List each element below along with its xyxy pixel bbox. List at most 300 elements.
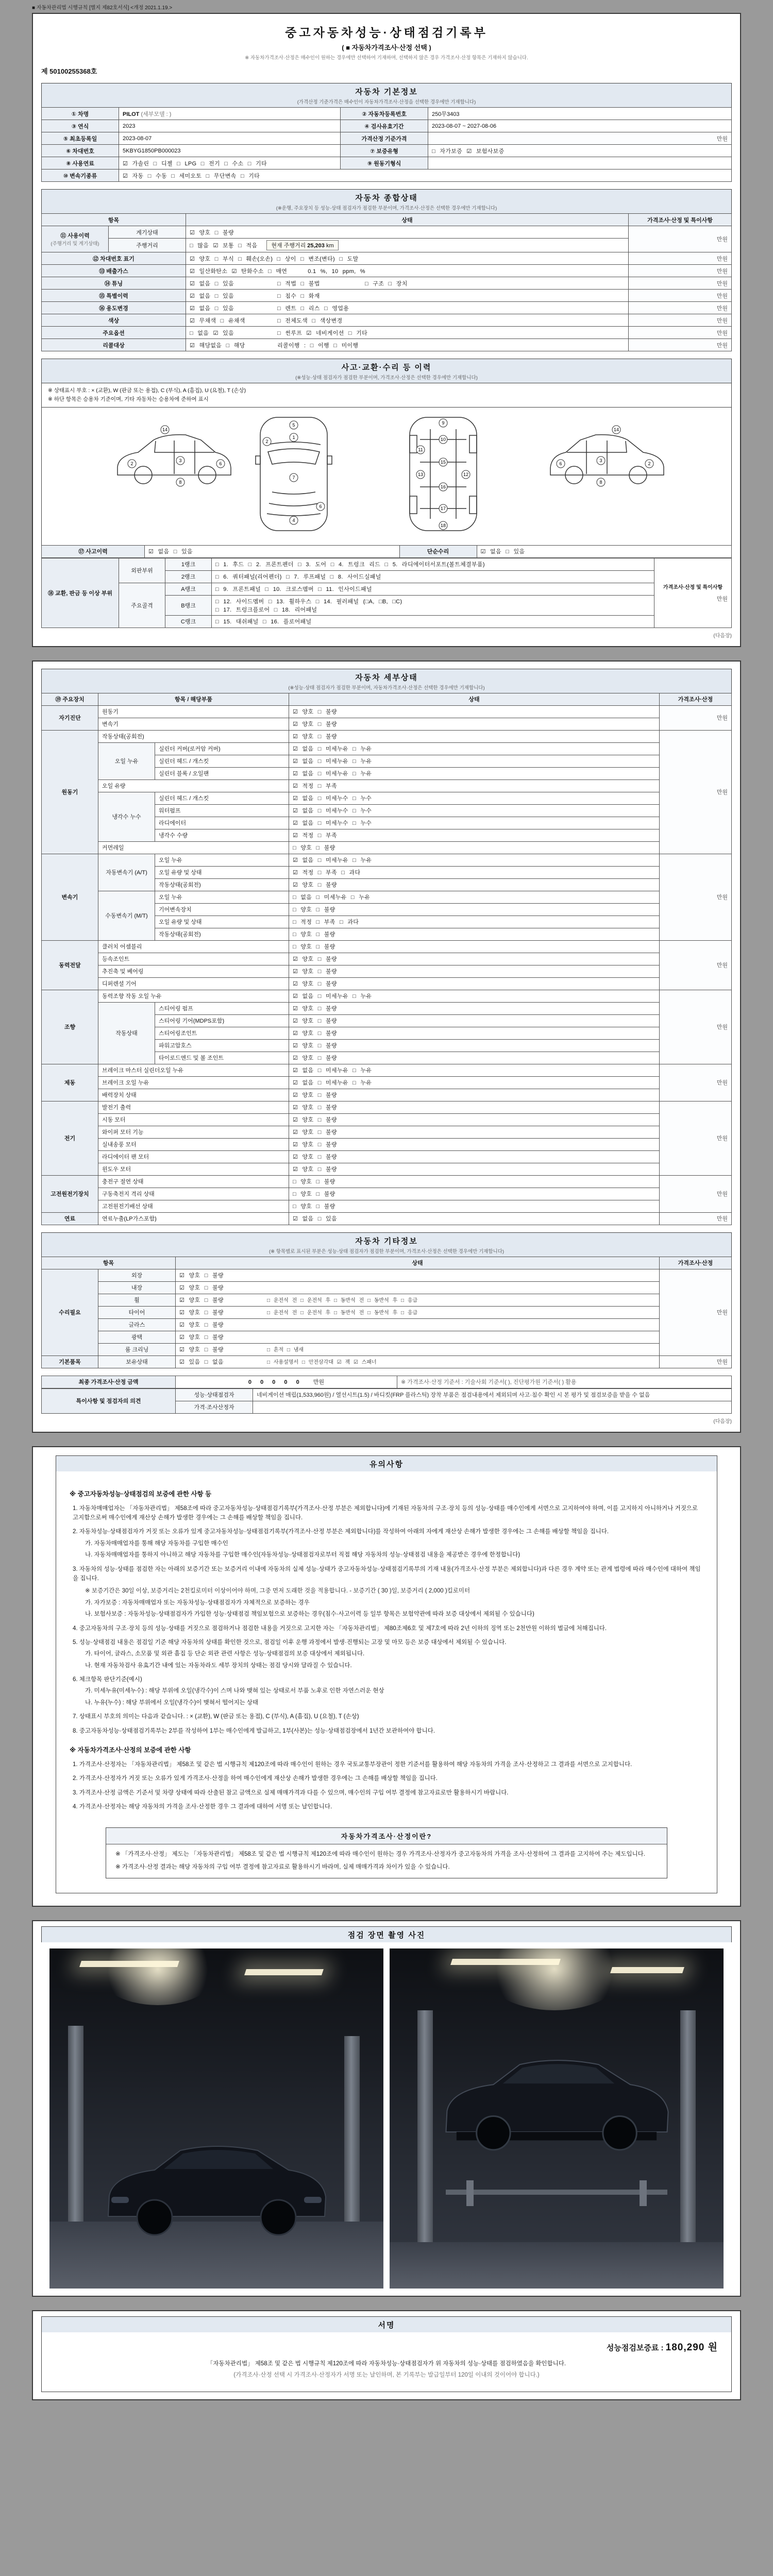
notice-line: 4. 가격조사·산정자는 해당 자동차의 가격을 조사·산정한 경우 그 결과에 대하여 서명 또는 날인합니다. xyxy=(73,1804,332,1810)
section-band-etc xyxy=(41,1232,732,1257)
registration-number-value: 250무3403 xyxy=(428,108,732,120)
vin-mark-checkboxes: ☑ 양호 □ 부식 □ 훼손(오손) □ 상이 □ 변조(변타) □ 도말 xyxy=(186,252,629,265)
price-cell: 만원 xyxy=(660,1355,732,1368)
notice-line: 나. 보험사보증 : 자동차성능·상태점검자가 가입한 성능·상태점검 책임보험으로 보증하는 경우(침수·사고이력 등 일부 항목은 보험약관에 따라 보증 대상에서 제외될 수 있습니다) xyxy=(85,1611,534,1618)
price-cell: 만원 xyxy=(660,1064,732,1101)
state-checkboxes: ☑ 없음 □ 있음 xyxy=(289,1212,660,1225)
mileage-state-cell xyxy=(186,239,629,252)
light-glow xyxy=(96,1948,220,2005)
notice-text xyxy=(70,1489,703,1812)
rank1-checkboxes: □ 1. 후드 □ 2. 프론트펜더 □ 3. 도어 □ 4. 트렁크 리드 □ 5. 라디에이터서포트(볼트체결부품) xyxy=(212,558,654,570)
inspection-fee-value: 180,290 원 xyxy=(665,2342,718,2353)
accident-checkboxes: ☑ 없음 □ 있음 xyxy=(145,545,400,557)
price-cell: 만원 xyxy=(629,327,732,339)
section-title: 자동차 세부상태 xyxy=(355,673,418,682)
item-label: 윈도우 모터 xyxy=(98,1163,289,1175)
special-kind-checkboxes: □ 침수 □ 화재 xyxy=(277,293,320,299)
rankA-checkboxes: □ 9. 프론트패널 □ 10. 크로스멤버 □ 11. 인사이드패널 xyxy=(212,583,654,595)
state-checkboxes: ☑ 양호 □ 불량 xyxy=(289,1113,660,1126)
state-checkboxes: ☑ 양호 □ 불량 xyxy=(289,1002,660,1014)
section-title: 점검 장면 촬영 사진 xyxy=(347,1930,426,1940)
recall-checkboxes: ☑ 해당없음 □ 해당 xyxy=(190,342,245,349)
item-label: 실린더 헤드 / 개스킷 xyxy=(155,755,289,767)
state-checkboxes: □ 양호 □ 불량 xyxy=(289,1188,660,1200)
notice-line: 6. 체크항목 판단기준(예시) xyxy=(73,1676,142,1683)
notice-line: 5. 성능·상태점검 내용은 점검일 기준 해당 자동차의 상태를 확인한 것으로, 점검일 이후 운행 과정에서 발생·진행되는 고장 및 마모 등은 보증 대상에서 제외될 수 있습니다. xyxy=(73,1639,507,1646)
color-change-checkboxes: □ 전체도색 □ 색상변경 xyxy=(277,317,343,324)
field-label: ⑤ 최초등록일 xyxy=(42,132,119,145)
definition-line: ※ 가격조사·산정 결과는 해당 자동차의 구입 여부 결정에 참고자료로 활용하시기 바라며, 실제 매매가격과 차이가 있을 수 있습니다. xyxy=(115,1864,450,1871)
item-label: ⑯ 용도변경 xyxy=(42,302,186,314)
item-label: 타이로드엔드 및 볼 조인트 xyxy=(155,1052,289,1064)
rank-label: 1랭크 xyxy=(165,558,212,570)
sub-label: 오일 누유 xyxy=(98,742,155,779)
model-year-value: 2023 xyxy=(119,120,341,132)
emission-state-cell xyxy=(186,265,629,277)
panel-detail-state xyxy=(32,660,741,1433)
fuel-type-checkboxes: ☑ 가솔린 □ 디젤 □ LPG □ 전기 □ 수소 □ 기타 xyxy=(119,157,341,170)
lift-post xyxy=(417,2010,433,2258)
lift-arms xyxy=(435,2175,678,2211)
section-note: (가격산정 기준가격은 매수인이 자동차가격조사·산정을 선택한 경우에만 기재합니다) xyxy=(297,99,476,105)
title-block xyxy=(41,19,732,62)
opinion-label: 특이사항 및 점검자의 의견 xyxy=(42,1388,176,1413)
car-silhouette-raised xyxy=(435,2052,678,2160)
group-label: 자기진단 xyxy=(42,705,98,730)
accident-legend xyxy=(41,383,732,407)
ceiling-light xyxy=(244,1969,324,1975)
state-checkboxes: ☑ 양호 □ 불량 □ 운전석 전 □ 운전석 후 □ 동반석 전 □ 동반석 후 □ 응급 xyxy=(176,1294,660,1306)
next-page-marker: (다음장) xyxy=(713,633,732,639)
item-label: ⑮ 특별이력 xyxy=(42,290,186,302)
notice-line: 가. 타이어, 글라스, 소모품 및 외관 흠집 등 단순 외관 관련 사항은 성능·상태점검의 보증 대상에서 제외됩니다. xyxy=(85,1651,365,1657)
svg-text:14: 14 xyxy=(613,427,619,432)
svg-text:14: 14 xyxy=(162,427,168,432)
panel-photos xyxy=(32,1920,741,2297)
svg-text:4: 4 xyxy=(292,517,295,523)
mileage-value: 25,203 xyxy=(307,243,325,249)
sub-label: 냉각수 누수 xyxy=(98,792,155,841)
item-label: 작동상태(공회전) xyxy=(155,878,289,891)
svg-text:10: 10 xyxy=(440,436,446,442)
item-label: 배력장치 상태 xyxy=(98,1089,289,1101)
rank-label: A랭크 xyxy=(165,583,212,595)
item-label: 디퍼렌셜 기어 xyxy=(98,977,289,990)
state-checkboxes: ☑ 없음 □ 미세누유 □ 누유 xyxy=(289,1076,660,1089)
basic-info-table xyxy=(41,107,732,182)
sub-label: 주요골격 xyxy=(119,583,165,628)
final-price-note: ※ 가격조사·산정 기준서 : 기술사회 기준서( ), 진단평가원 기준서( ) 활용 xyxy=(397,1376,732,1388)
item-label: 동력조향 작동 오일 누유 xyxy=(98,990,289,1002)
item-label: 오일 누유 xyxy=(155,891,289,903)
group-label: 동력전달 xyxy=(42,940,98,990)
svg-text:3: 3 xyxy=(599,457,602,463)
notice-line: 2. 가격조사·산정자가 거짓 또는 오류가 있게 가격조사·산정을 하여 매수인에게 재산상 손해가 발생한 경우에는 그 손해를 배상할 책임을 집니다. xyxy=(73,1775,438,1782)
document-number: 제 50100255368호 xyxy=(41,67,97,75)
state-checkboxes: ☑ 양호 □ 불량 xyxy=(176,1269,660,1281)
field-label: ③ 연식 xyxy=(42,120,119,132)
state-checkboxes: ☑ 없음 □ 미세누수 □ 누수 xyxy=(289,792,660,804)
state-checkboxes: ☑ 양호 □ 불량 xyxy=(289,977,660,990)
state-checkboxes: ☑ 양호 □ 불량 xyxy=(289,730,660,742)
svg-text:5: 5 xyxy=(292,422,295,428)
opinion-table xyxy=(41,1388,732,1414)
state-checkboxes: ☑ 없음 □ 미세누수 □ 누수 xyxy=(289,817,660,829)
column-header: 가격조사·산정 xyxy=(660,1257,732,1269)
group-label: ⑱ 교환, 판금 등 이상 부위 xyxy=(42,558,119,628)
state-checkboxes: ☑ 양호 □ 불량 xyxy=(289,705,660,718)
item-label: 리콜대상 xyxy=(42,339,186,351)
section-band-detail xyxy=(41,669,732,693)
detail-state-table xyxy=(41,693,732,1225)
mileage-checkboxes: □ 많음 ☑ 보통 □ 적음 xyxy=(190,243,258,249)
inspection-fee-line xyxy=(55,2340,718,2353)
option-checkboxes: □ 없음 ☑ 있음 xyxy=(190,330,234,336)
state-checkboxes: ☑ 적정 □ 부족 xyxy=(289,779,660,792)
base-price-value: 만원 xyxy=(428,132,732,145)
gauge-state-checkboxes: ☑ 양호 □ 불량 xyxy=(186,226,629,239)
state-checkboxes: ☑ 없음 □ 미세누유 □ 누유 xyxy=(289,742,660,755)
item-label: 보유상태 xyxy=(98,1355,176,1368)
field-label: ⑩ 변속기종류 xyxy=(42,170,119,182)
sub-label: 외판부위 xyxy=(119,558,165,583)
column-header: 상태 xyxy=(186,214,629,226)
state-checkboxes: ☑ 적정 □ 부족 xyxy=(289,829,660,841)
svg-text:12: 12 xyxy=(463,471,469,477)
column-header: ⑲ 주요장치 xyxy=(42,693,98,705)
state-checkboxes: ☑ 없음 □ 미세누유 □ 누유 xyxy=(289,990,660,1002)
panel-notice xyxy=(32,1446,741,1907)
state-checkboxes: □ 양호 □ 불량 xyxy=(289,1175,660,1188)
notice-line: 8. 중고자동차성능·상태점검기록부는 2부를 작성하여 1부는 매수인에게 발급하고, 1부(사본)는 성능·상태점검장에서 1년간 보관하여야 합니다. xyxy=(73,1727,435,1734)
state-checkboxes: ☑ 양호 □ 불량 xyxy=(289,1101,660,1113)
inspector-opinion-text: 네비게이션 매립(1,533,960원) / 열선시트(1.5) / 바디킷(FRP 플라스틱) 장착 부품은 점검내용에서 제외되며 사고·침수 확인 시 본 평가 및 점검보증을 받을 수 없음 xyxy=(253,1388,732,1401)
notice-line: 7. 상태표시 부호의 의미는 다음과 같습니다. : × (교환), W (판금 또는 용접), C (부식), A (흠집), U (요철), T (손상) xyxy=(73,1714,359,1720)
price-cell: 만원 xyxy=(660,1269,732,1355)
car-diagram-box xyxy=(41,407,732,545)
section-band-notice xyxy=(56,1455,717,1471)
special-history-cell xyxy=(186,290,629,302)
svg-text:2: 2 xyxy=(265,438,268,444)
item-label: 구동축전지 격리 상태 xyxy=(98,1188,289,1200)
definition-box-body xyxy=(106,1844,667,1878)
group-label: 제동 xyxy=(42,1064,98,1101)
state-checkboxes: ☑ 양호 □ 불량 xyxy=(289,953,660,965)
state-checkboxes: □ 양호 □ 불량 xyxy=(289,903,660,916)
state-checkboxes: □ 적정 □ 부족 □ 과다 xyxy=(289,916,660,928)
price-cell: 만원 xyxy=(660,730,732,854)
lift-post xyxy=(68,2026,83,2242)
state-checkboxes: ☑ 양호 □ 불량 xyxy=(289,878,660,891)
price-survey-select-label: ( ■ 자동차가격조사·산정 선택 ) xyxy=(342,44,431,52)
section-title: 자동차 종합상태 xyxy=(355,194,418,202)
item-label: 스티어링조인트 xyxy=(155,1027,289,1039)
item-label: 클러치 어셈블리 xyxy=(98,940,289,953)
state-checkboxes: ☑ 없음 □ 미세누유 □ 누유 xyxy=(289,767,660,779)
state-checkboxes: ☑ 없음 □ 미세누유 □ 누유 xyxy=(289,755,660,767)
form-title: 중고자동차성능·상태점검기록부 xyxy=(285,26,488,39)
notice-line: 가. 자가보증 : 자동차매매업자 또는 자동차성능·상태점검자가 자체적으로 보증하는 경우 xyxy=(85,1599,310,1606)
price-cell: 만원 xyxy=(629,302,732,314)
state-checkboxes: ☑ 양호 □ 불량 □ 운전석 전 □ 운전석 후 □ 동반석 전 □ 동반석 후 □ 응급 xyxy=(176,1306,660,1318)
svg-text:16: 16 xyxy=(440,484,446,489)
section-note: (※운행, 주요장치 등 성능·상태 점검자가 점검한 부분이며, 가격조사·산정은 선택한 경우에만 기재합니다) xyxy=(276,206,497,211)
section-title: 자동차 기본정보 xyxy=(355,88,418,96)
svg-text:9: 9 xyxy=(442,420,445,426)
legend-note: ※ 하단 항목은 승용차 기준이며, 기타 자동차는 승용차에 준하여 표시 xyxy=(48,396,209,402)
car-name: PILOT xyxy=(123,111,140,117)
color-cell xyxy=(186,314,629,327)
state-checkboxes: □ 양호 □ 불량 xyxy=(289,841,660,854)
svg-text:18: 18 xyxy=(440,522,446,528)
current-mileage-box: 현재 주행거리 25,203 km xyxy=(266,240,338,250)
field-label: ⑥ 차대번호 xyxy=(42,145,119,157)
section-title: 자동차 기타정보 xyxy=(355,1236,418,1246)
item-label: 룸 크리닝 xyxy=(98,1343,176,1355)
state-checkboxes: ☑ 적정 □ 부족 □ 과다 xyxy=(289,866,660,878)
option-kind-checkboxes: □ 썬루프 ☑ 네비게이션 □ 기타 xyxy=(277,330,368,336)
section-note: (※ 항목별로 표시된 부분은 성능·상태 점검자가 점검한 부분이며, 가격조사·산정은 선택한 경우에만 기재합니다) xyxy=(268,1248,505,1255)
transmission-checkboxes: ☑ 자동 □ 수동 □ 세미오토 □ 무단변속 □ 기타 xyxy=(119,170,732,182)
car-silhouette xyxy=(98,2139,335,2242)
notice-line: 1. 가격조사·산정자는 「자동차관리법」 제58조 및 같은 법 시행규칙 제120조에 따라 매수인이 원하는 경우 국토교통부장관이 정한 기준서를 활용하여 해당 자동차의 가격을 조사·산정하고 그 결과를 서면으로 고지합니다. xyxy=(73,1761,632,1768)
state-checkboxes: ☑ 양호 □ 불량 xyxy=(289,1138,660,1150)
item-label: 작동상태(공회전) xyxy=(155,928,289,940)
accident-history-table xyxy=(41,545,732,558)
notice-line: 나. 자동차매매업자를 통하지 아니하고 해당 자동차를 구입한 매수인(자동차성능·상태점검자로부터 직접 해당 자동차의 성능·상태점검 내용을 제공받은 경우에 한정합니다) xyxy=(85,1552,520,1558)
state-checkboxes: ☑ 양호 □ 불량 xyxy=(176,1331,660,1343)
section-band-basic xyxy=(41,83,732,107)
state-checkboxes: ☑ 없음 □ 미세누유 □ 누유 xyxy=(289,1064,660,1076)
item-label: ⑭ 튜닝 xyxy=(42,277,186,290)
next-page-marker: (다음장) xyxy=(713,1418,732,1425)
notice-line: 나. 누유(누수) : 해당 부위에서 오일(냉각수)이 맺혀서 떨어지는 상태 xyxy=(85,1699,259,1706)
signature-note: (가격조사·산정 선택 시 가격조사·산정자가 서명 또는 날인하며, 본 기록부는 발급일부터 120일 이내의 것이어야 합니다.) xyxy=(233,2371,540,2378)
state-checkboxes: ☑ 양호 □ 불량 xyxy=(289,1089,660,1101)
item-label: 주행거리 xyxy=(109,239,186,252)
special-checkboxes: ☑ 없음 □ 있음 xyxy=(190,293,234,299)
svg-text:3: 3 xyxy=(179,457,182,463)
state-checkboxes: ☑ 양호 □ 불량 xyxy=(289,1039,660,1052)
svg-text:8: 8 xyxy=(179,479,182,485)
state-checkboxes: ☑ 양호 □ 불량 xyxy=(289,1027,660,1039)
final-price-value-cell: 0 0 0 0 0 만원 xyxy=(176,1376,397,1388)
rank-label: C랭크 xyxy=(165,615,212,628)
state-checkboxes: ☑ 양호 □ 불량 xyxy=(176,1318,660,1331)
car-name-value xyxy=(119,108,341,120)
final-price-label: 최종 가격조사·산정 금액 xyxy=(42,1376,176,1388)
option-cell xyxy=(186,327,629,339)
signature-statement: 「자동차관리법」 제58조 및 같은 법 시행규칙 제120조에 따라 자동차성능·상태점검자가 위 자동차의 성능·상태를 점검하였음을 확인합니다. xyxy=(207,2360,566,2367)
appraiser-label: 가격·조사산정자 xyxy=(176,1401,253,1413)
final-price-table xyxy=(41,1376,732,1388)
field-label: ② 자동차등록번호 xyxy=(341,108,428,120)
group-label: 변속기 xyxy=(42,854,98,940)
state-checkboxes: ☑ 없음 □ 미세누유 □ 누유 xyxy=(289,854,660,866)
tuning-state-cell xyxy=(186,277,629,290)
svg-text:17: 17 xyxy=(440,505,446,511)
notice-line: 3. 자동차의 성능·상태를 점검한 자는 아래의 보증기간 또는 보증거리 이내에 자동차의 실제 성능·상태가 중고자동차성능·상태점검기록부의 기재 내용(가격조사·산정 부분은 제외합니다)과 다른 경우 계약 또는 관계 법령에 따라 매수인에 대하여 책임을 집니다. xyxy=(73,1566,701,1582)
item-label: ⑫ 차대번호 표기 xyxy=(42,252,186,265)
sub-label: 작동상태 xyxy=(98,1002,155,1064)
field-label: ⑦ 보증유형 xyxy=(341,145,428,157)
item-label: 발전기 출력 xyxy=(98,1101,289,1113)
section-band-photos xyxy=(41,1926,732,1942)
lift-post xyxy=(680,2010,696,2258)
field-label: ⑨ 원동기형식 xyxy=(341,157,428,170)
car-submodel: (세부모델 : ) xyxy=(141,111,172,117)
svg-text:15: 15 xyxy=(440,459,446,465)
svg-text:2: 2 xyxy=(130,461,133,466)
sub-label: 자동변속기 (A/T) xyxy=(98,854,155,891)
section-title: 유의사항 xyxy=(369,1460,404,1469)
car-diagram xyxy=(103,411,670,539)
state-checkboxes: ☑ 양호 □ 불량 xyxy=(289,1150,660,1163)
item-label: 냉각수 수량 xyxy=(155,829,289,841)
item-label: 오일 유량 및 상태 xyxy=(155,866,289,878)
price-cell: 만원 xyxy=(629,252,732,265)
item-label: 충전구 절연 상태 xyxy=(98,1175,289,1188)
item-label: 브레이크 오일 누유 xyxy=(98,1076,289,1089)
usechange-checkboxes: ☑ 없음 □ 있음 xyxy=(190,305,234,312)
section-title: 서명 xyxy=(378,2320,395,2330)
notice-line: 가. 미세누유(미세누수) : 해당 부위에 오일(냉각수)이 스며 나와 맺혀 있는 상태로서 부품 노후로 인한 자연스러운 현상 xyxy=(85,1688,384,1694)
item-label: 글라스 xyxy=(98,1318,176,1331)
item-label: 오일 유량 및 상태 xyxy=(155,916,289,928)
section-title: 사고·교환·수리 등 이력 xyxy=(341,363,432,372)
column-header: 상태 xyxy=(176,1257,660,1269)
section-band-signature xyxy=(41,2316,732,2332)
state-checkboxes: ☑ 양호 □ 불량 xyxy=(176,1281,660,1294)
item-label: 원동기 xyxy=(98,705,289,718)
price-cell: 만원 xyxy=(629,265,732,277)
column-header: 항목 / 해당부품 xyxy=(98,693,289,705)
price-cell: 만원 xyxy=(629,314,732,327)
emission-values: 0.1 %, 10 ppm, % xyxy=(308,268,365,275)
section-band-overall xyxy=(41,189,732,213)
item-label: 스티어링 기어(MDPS포함) xyxy=(155,1014,289,1027)
inspection-photo-2 xyxy=(390,1948,724,2289)
item-label: ⑰ 사고이력 xyxy=(42,545,145,557)
lift-post xyxy=(344,2036,360,2242)
state-checkboxes: ☑ 양호 □ 불량 xyxy=(289,1052,660,1064)
item-label: ⑬ 배출가스 xyxy=(42,265,186,277)
group-label: 고전원전기장치 xyxy=(42,1175,98,1212)
final-price-value: 0 0 0 0 0 xyxy=(248,1379,303,1386)
item-label: 광택 xyxy=(98,1331,176,1343)
fee-label: 성능점검보증료 : xyxy=(606,2343,664,2352)
field-label: ④ 검사유효기간 xyxy=(341,120,428,132)
item-label: 실린더 커버(로커암 커버) xyxy=(155,742,289,755)
rank-label: 2랭크 xyxy=(165,570,212,583)
engine-type-value xyxy=(428,157,732,170)
price-cell: 만원 xyxy=(629,277,732,290)
item-label: 내장 xyxy=(98,1281,176,1294)
svg-text:6: 6 xyxy=(219,461,222,466)
item-label: 휠 xyxy=(98,1294,176,1306)
price-cell: 가격조사·산정 및 특이사항 만원 xyxy=(654,558,732,628)
section-note: (※성능·상태 점검자가 점검한 부분이며, 가격조사·산정은 선택한 경우에만 기재합니다) xyxy=(295,375,478,381)
item-label: 기어변속장치 xyxy=(155,903,289,916)
item-label: 연료누출(LP가스포함) xyxy=(98,1212,289,1225)
state-checkboxes: □ 양호 □ 불량 xyxy=(289,928,660,940)
section-band-accident xyxy=(41,359,732,383)
item-label: 추진축 및 베어링 xyxy=(98,965,289,977)
first-registration-value: 2023-08-07 xyxy=(119,132,341,145)
svg-text:1: 1 xyxy=(292,434,295,440)
inspection-photos xyxy=(41,1948,732,2289)
column-header: 항목 xyxy=(42,1257,176,1269)
definition-box-title: 자동차가격조사·산정이란? xyxy=(106,1828,667,1844)
inspection-photo-1 xyxy=(49,1948,383,2289)
field-label: 가격산정 기준가격 xyxy=(341,132,428,145)
state-checkboxes: ☑ 없음 □ 미세누수 □ 누수 xyxy=(289,804,660,817)
state-checkboxes: □ 양호 □ 불량 xyxy=(289,1200,660,1212)
notice-line: 나. 현재 자동차검사 유효기간 내에 있는 자동차라도 세부 장치의 상태는 점검 당시와 달라질 수 있습니다. xyxy=(85,1662,352,1669)
state-checkboxes: ☑ 양호 □ 불량 xyxy=(289,718,660,730)
workshop-floor xyxy=(390,2242,724,2289)
svg-text:11: 11 xyxy=(418,447,423,452)
color-checkboxes: ☑ 무채색 □ 유채색 xyxy=(190,317,245,324)
state-checkboxes: ☑ 양호 □ 불량 xyxy=(289,1014,660,1027)
item-label: 오일 유량 xyxy=(98,779,289,792)
price-cell: 만원 xyxy=(660,1175,732,1212)
notice-line: ※ 중고자동차성능·상태점검의 보증에 관한 사항 등 xyxy=(70,1490,212,1498)
state-checkboxes: ☑ 양호 □ 불량 □ 흔적 □ 냄새 xyxy=(176,1343,660,1355)
svg-text:6: 6 xyxy=(319,503,322,509)
appraiser-opinion-text xyxy=(253,1401,732,1413)
item-label: 타이어 xyxy=(98,1306,176,1318)
price-survey-definition-box xyxy=(106,1827,667,1878)
group-label: 전기 xyxy=(42,1101,98,1175)
state-checkboxes: □ 없음 □ 미세누유 □ 누유 xyxy=(289,891,660,903)
column-header: 가격조사·산정 xyxy=(660,693,732,705)
price-cell: 만원 xyxy=(660,1101,732,1175)
group-label: 조향 xyxy=(42,990,98,1064)
use-change-cell xyxy=(186,302,629,314)
item-label: 워터펌프 xyxy=(155,804,289,817)
recall-cell xyxy=(186,339,629,351)
notice-line: ※ 자동차가격조사·산정의 보증에 관한 사항 xyxy=(70,1747,191,1754)
panel-main-info xyxy=(32,13,741,647)
group-label: 연료 xyxy=(42,1212,98,1225)
svg-text:13: 13 xyxy=(417,471,424,477)
tuning-kind-checkboxes: □ 구조 □ 장치 xyxy=(365,280,408,287)
item-label: 커먼레일 xyxy=(98,841,289,854)
column-header: 상태 xyxy=(289,693,660,705)
item-label: 주요옵션 xyxy=(42,327,186,339)
price-cell: 만원 xyxy=(629,339,732,351)
simple-repair-checkboxes: ☑ 없음 □ 있음 xyxy=(477,545,732,557)
svg-text:6: 6 xyxy=(559,461,562,466)
item-label: 변속기 xyxy=(98,718,289,730)
rank-label: B랭크 xyxy=(165,595,212,615)
svg-text:2: 2 xyxy=(648,461,651,466)
notice-line: 3. 가격조사·산정 금액은 기준서 및 차량 상태에 따라 산출된 참고 금액으로 실제 매매가격과 다를 수 있으며, 매수인의 구입 여부 결정에 참고자료로만 활용하시기 바랍니다. xyxy=(73,1789,509,1796)
warranty-type-checkboxes: □ 자가보증 ☑ 보험사보증 xyxy=(428,145,732,157)
svg-text:8: 8 xyxy=(599,479,602,485)
vin-value: 5KBYG1850PB000023 xyxy=(119,145,341,157)
rankC-checkboxes: □ 15. 대쉬패널 □ 16. 플로어패널 xyxy=(212,615,654,628)
price-cell: 만원 xyxy=(629,290,732,302)
group-label: 수리필요 xyxy=(42,1269,98,1355)
section-note: (※성능·상태 점검자가 점검한 부분이며, 자동차가격조사·산정은 선택한 경우에만 기재합니다) xyxy=(288,685,485,691)
svg-text:7: 7 xyxy=(292,474,295,480)
notice-line: 가. 자동차매매업자를 통해 해당 자동차를 구입한 매수인 xyxy=(85,1540,228,1547)
price-cell: 만원 xyxy=(660,705,732,730)
item-label: 계기상태 xyxy=(109,226,186,239)
group-label: 기본품목 xyxy=(42,1355,98,1368)
